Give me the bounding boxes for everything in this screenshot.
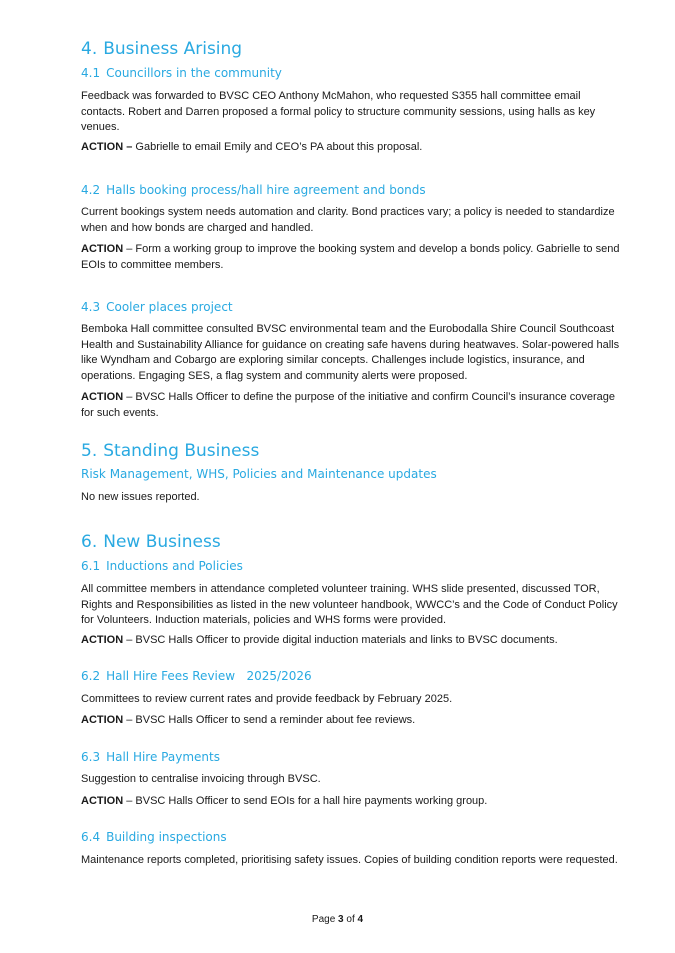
action-halls-booking: ACTION – Form a working group to improve the booking system and develop a bonds policy. Gabrielle to send EOIs to committee members.	[81, 243, 620, 271]
subsection-heading-risk-management: Risk Management, WHS, Policies and Maintenance updates	[81, 467, 437, 481]
action-text: Gabrielle to email Emily and CEO’s PA about this proposal.	[132, 141, 423, 153]
action-hall-hire-fees: ACTION – BVSC Halls Officer to send a reminder about fee reviews.	[81, 714, 416, 726]
section-heading-business-arising	[81, 37, 242, 61]
action-cooler-places: ACTION – BVSC Halls Officer to define the purpose of the initiative and confirm Council’s insurance coverage for such events.	[81, 391, 615, 419]
paragraph-building-inspections: Maintenance reports completed, prioritising safety issues. Copies of building condition reports were requested.	[81, 854, 618, 866]
action-councillors	[81, 140, 621, 156]
footer-of-label: of	[346, 914, 355, 925]
section-heading-standing-business: 5. Standing Business	[81, 441, 260, 461]
footer-total-pages: 4	[357, 914, 364, 925]
page-footer	[0, 914, 675, 925]
subsection-heading-hall-hire-payments: 6.3 Hall Hire Payments	[81, 750, 220, 764]
subsection-heading-halls-booking: 4.2 Halls booking process/hall hire agreement and bonds	[81, 183, 426, 197]
paragraph-inductions: All committee members in attendance completed volunteer training. WHS slide presented, discussed TOR, Rights and Responsibilities as listed in the new volunteer handbook, WWCC’s and the Code of Conduct Policy for Volunteers. Induction materials, policies and WHS forms were provided.	[81, 583, 618, 626]
footer-page-label: Page	[311, 914, 336, 925]
paragraph-risk-management: No new issues reported.	[81, 491, 200, 503]
subsection-heading-building-inspections: 6.4 Building inspections	[81, 830, 227, 844]
paragraph-cooler-places: Bemboka Hall committee consulted BVSC environmental team and the Eurobodalla Shire Council Southcoast Health and Sustainability Alliance for guidance on creating safe havens during heatwaves. Solar-powered halls like Wyndham and Cobargo are exploring similar concepts. Challenges include logistics, insurance, and operations. Engaging SES, a flag system and community alerts were proposed.	[81, 323, 620, 382]
subsection-heading-inductions: 6.1 Inductions and Policies	[81, 559, 243, 573]
action-hall-hire-payments: ACTION – BVSC Halls Officer to send EOIs for a hall hire payments working group.	[81, 795, 488, 807]
action-label: ACTION –	[81, 141, 133, 153]
action-inductions: ACTION – BVSC Halls Officer to provide digital induction materials and links to BVSC documents.	[81, 634, 558, 646]
section-title: Business Arising	[103, 39, 243, 59]
paragraph-councillors: Feedback was forwarded to BVSC CEO Anthony McMahon, who requested S355 hall committee email contacts. Robert and Darren proposed a formal policy to structure community sessions, using halls as key venues.	[81, 90, 596, 133]
paragraph-halls-booking: Current bookings system needs automation and clarity. Bond practices vary; a policy is needed to standardize when and how bonds are charged and handled.	[81, 206, 615, 234]
section-number: 4.	[81, 39, 98, 59]
footer-current-page: 3	[338, 914, 344, 925]
subsection-heading-hall-hire-fees: 6.2 Hall Hire Fees Review 2025/2026	[81, 669, 312, 683]
paragraph-hall-hire-fees: Committees to review current rates and provide feedback by February 2025.	[81, 693, 453, 705]
subsection-heading-councillors: 4.1 Councillors in the community	[81, 66, 282, 80]
paragraph-hall-hire-payments: Suggestion to centralise invoicing through BVSC.	[81, 773, 321, 785]
subsection-heading-cooler-places: 4.3 Cooler places project	[81, 300, 233, 314]
section-heading-new-business: 6. New Business	[81, 532, 221, 552]
